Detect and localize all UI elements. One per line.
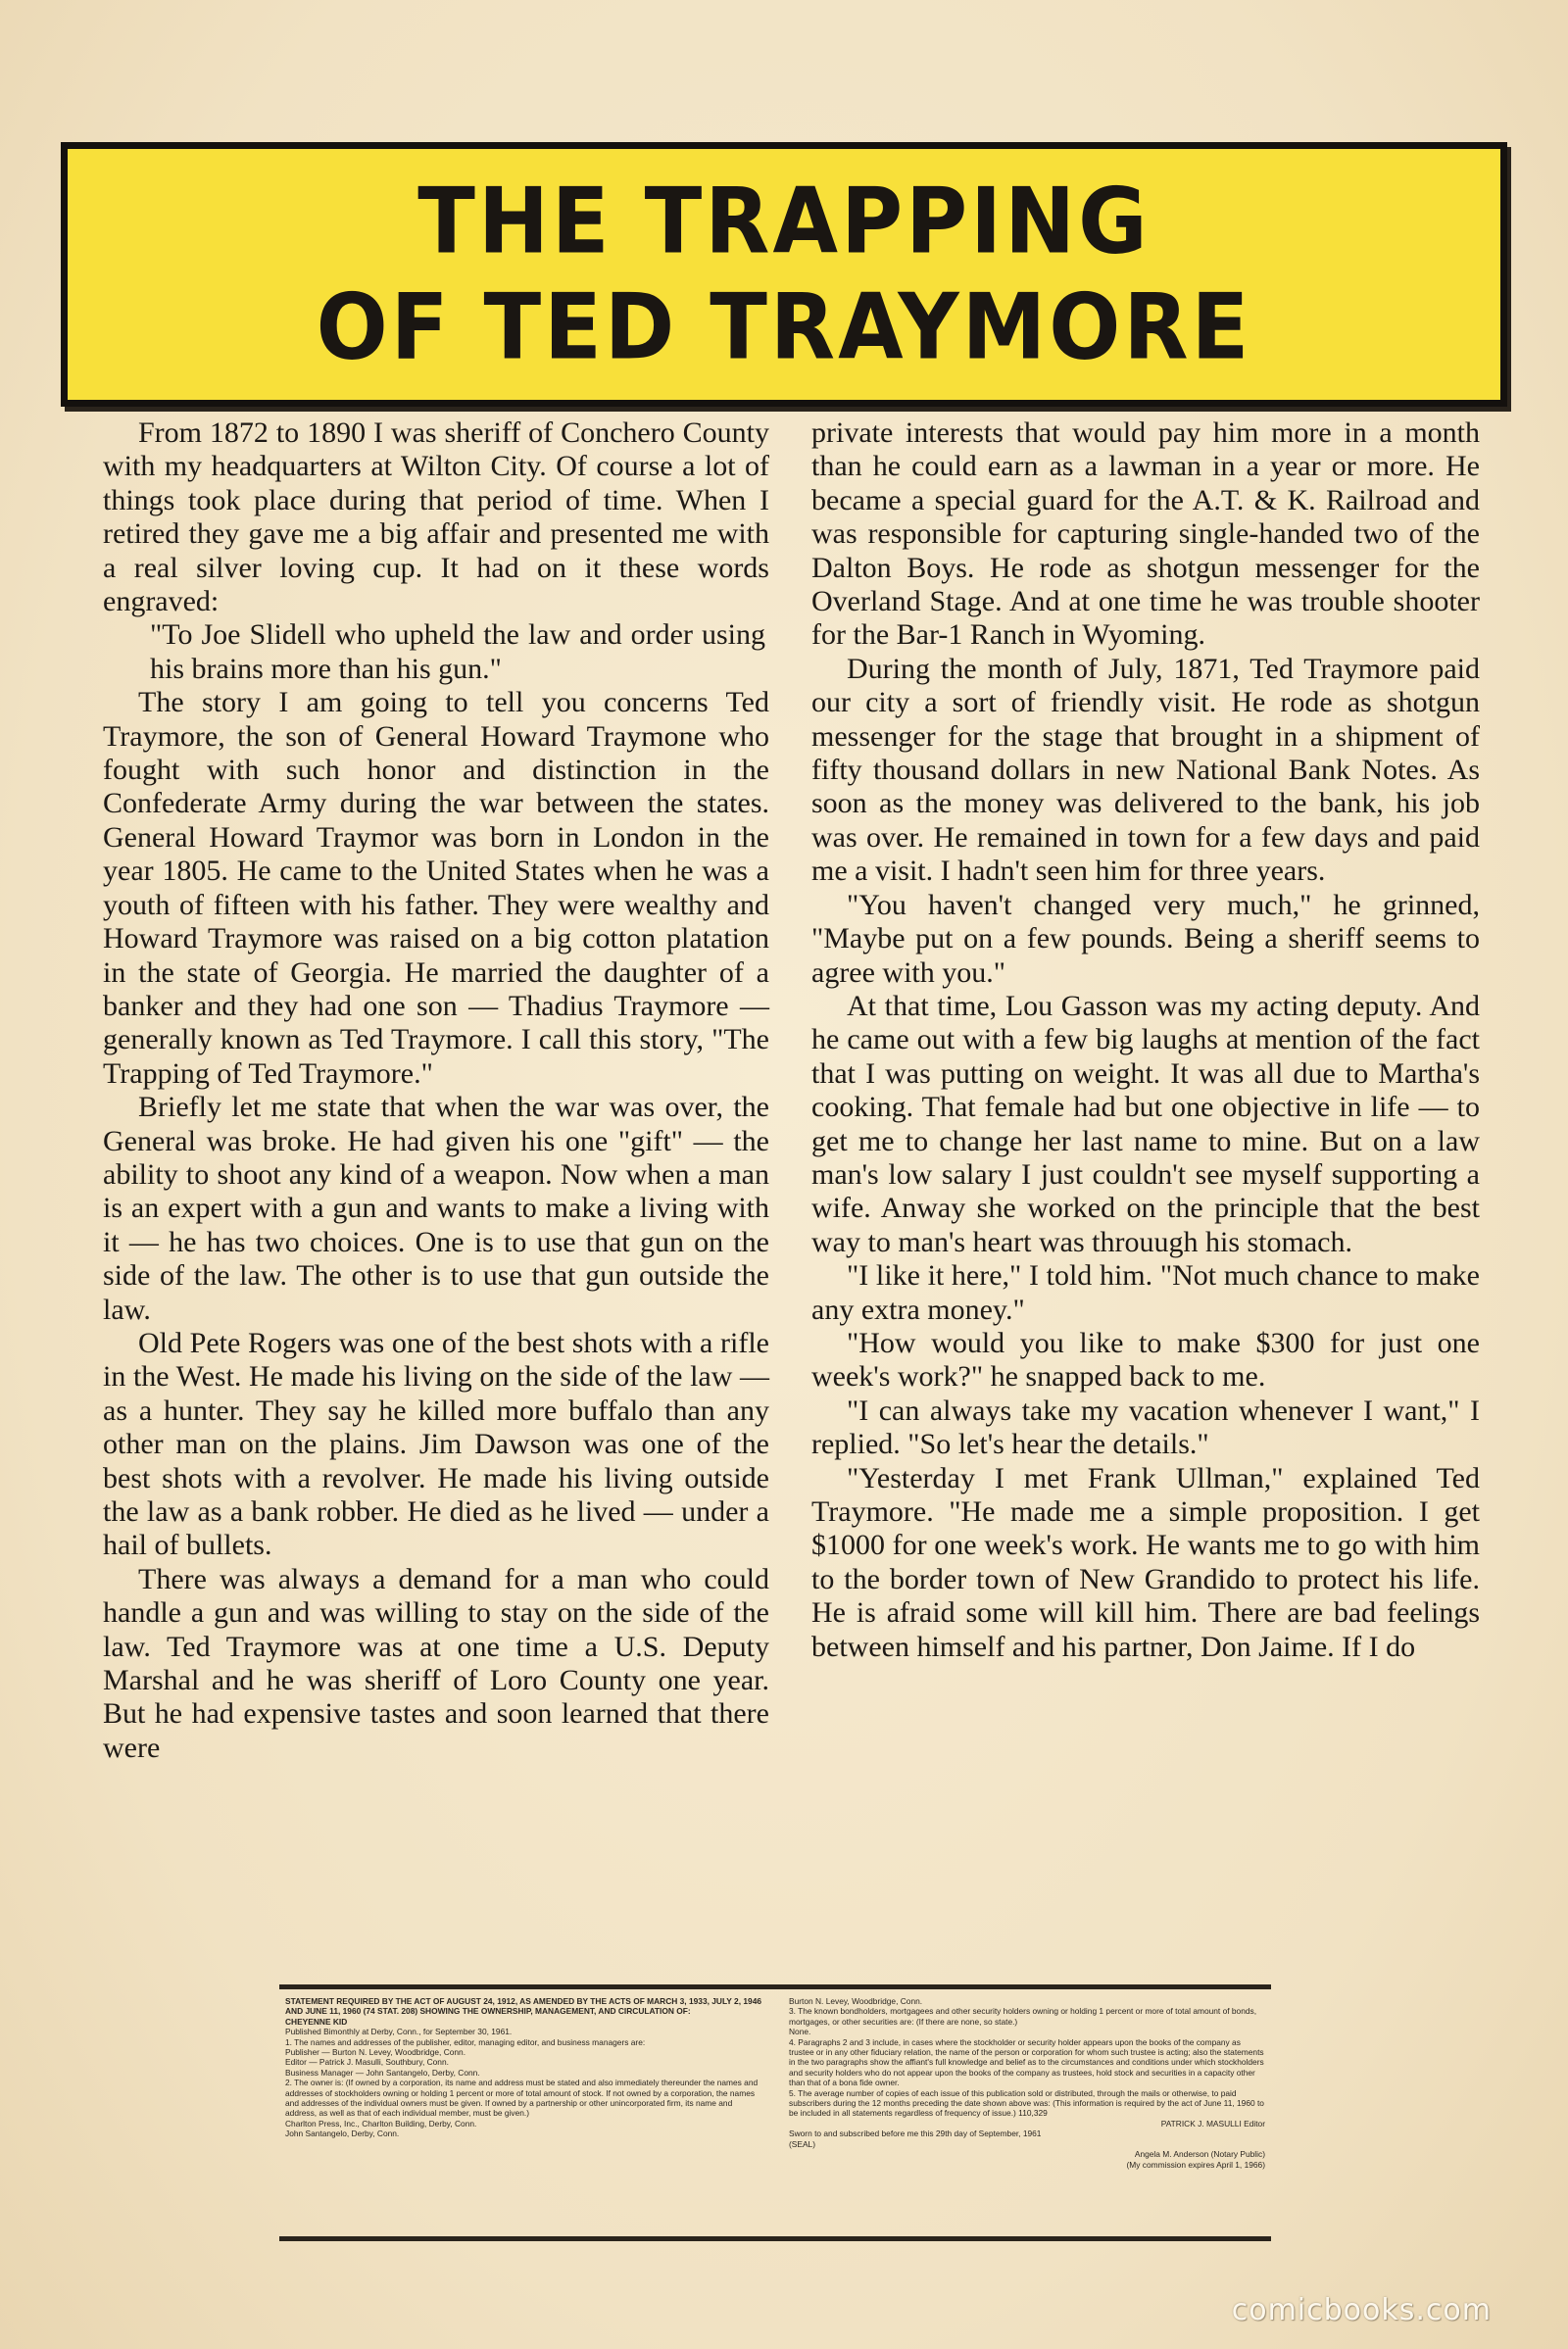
statement-line: John Santangelo, Derby, Conn. xyxy=(285,2129,400,2139)
story-paragraph: Briefly let me state that when the war was over, the General was broke. He had given his one "gift" — the ability to shoot any kind of a weapon. Now when a man is an expert with a gun and wants to make a living with it — he has two choices. One is to use that gun on the side of the law. The other is to use that gun outside the law. xyxy=(103,1091,769,1326)
statement-line: Charlton Press, Inc., Charlton Building, Derby, Conn. xyxy=(285,2118,477,2129)
statement-line: Business Manager — John Santangelo, Derby, Conn. xyxy=(285,2067,480,2078)
story-paragraph: "Yesterday I met Frank Ullman," explained Ted Traymore. "He made me a simple proposition. I get $1000 for one week's work. He wants me to go with him to the border town of New Grandido to protect his life. He is afraid some will kill him. There are bad feelings between himself and his partner, Don Jaime. If I do xyxy=(811,1461,1480,1663)
commission-expiry: (My commission expires April 1, 1966) xyxy=(1126,2159,1265,2170)
story-paragraph: "I like it here," I told him. "Not much chance to make any extra money." xyxy=(811,1259,1480,1326)
statement-line: Burton N. Levey, Woodbridge, Conn. xyxy=(789,1996,923,2006)
statement-line: Editor — Patrick J. Masulli, Southbury, Conn. xyxy=(285,2057,449,2068)
publication-name: CHEYENNE KID xyxy=(285,2016,348,2027)
sworn-line: Sworn to and subscribed before me this 29th day of September, 1961 xyxy=(789,2129,1042,2139)
statement-line: 3. The known bondholders, mortgagees and other security holders owning or holding 1 percent or more of total amount of bonds, mortgages, or other securities are: (If there are none, so state.) xyxy=(789,2006,1257,2027)
statement-line: None. xyxy=(789,2027,811,2037)
story-paragraph: private interests that would pay him more in a month than he could earn as a lawman in a year or more. He became a special guard for the A.T. & K. Railroad and was responsible for capturing single-handed two of the Dalton Boys. He rode as shotgun messenger for the Overland Stage. And at one time he was trouble shooter for the Bar-1 Ranch in Wyoming. xyxy=(811,416,1480,652)
story-paragraph: The story I am going to tell you concerns Ted Traymore, the son of General Howard Traymone who fought with such honor and distinction in the Confederate Army during the war between the states. General Howard Traymor was born in London in the year 1805. He came to the United States when he was a youth of fifteen with his father. They were wealthy and Howard Traymore was raised on a big cotton platation in the state of Georgia. He married the daughter of a banker and they had one son — Thadius Traymore — generally known as Ted Traymore. I call this story, "The Trapping of Ted Traymore." xyxy=(103,686,769,1090)
title-line-2: OF TED TRAYMORE xyxy=(316,274,1252,380)
statement-line: 5. The average number of copies of each issue of this publication sold or distributed, through the mails or otherwise, to paid subscribers during the 12 months preceding the date shown above was: (This information is required by the act of June 11, 1960 to be included in all statements regardless of frequency of issue.) 110,329 xyxy=(789,2087,1264,2119)
story-paragraph: "How would you like to make $300 for just one week's work?" he snapped back to me. xyxy=(811,1326,1480,1394)
statement-line: 2. The owner is: (If owned by a corporation, its name and address must be stated and also immediately thereunder the names and addresses of stockholders owning or holding 1 percent or more of total amount of stock. If not owned by a corporation, the names and addresses of the individual owners must be given. If owned by a partnership or other unincorporated firm, its name and address, as well as that of each individual member, must be given.) xyxy=(285,2078,759,2119)
story-paragraph: From 1872 to 1890 I was sheriff of Conchero County with my headquarters at Wilton City. Of course a lot of things took place during that period of time. When I retired they gave me a big affair and presented me with a real silver loving cup. It had on it these words engraved: xyxy=(103,416,769,618)
statement-line: Published Bimonthly at Derby, Conn., for September 30, 1961. xyxy=(285,2027,513,2037)
story-column-left xyxy=(103,416,769,1765)
story-paragraph: During the month of July, 1871, Ted Traymore paid our city a sort of friendly visit. He rode as shotgun messenger for the stage that brought in a shipment of fifty thousand dollars in new National Bank Notes. As soon as the money was delivered to the bank, his job was over. He remained in town for a few days and paid me a visit. I hadn't seen him for three years. xyxy=(811,652,1480,888)
story-column-right xyxy=(811,416,1480,1664)
ownership-statement xyxy=(279,1984,1271,2241)
editor-signature: PATRICK J. MASULLI Editor xyxy=(1160,2118,1265,2129)
statement-right-column xyxy=(789,1996,1265,2236)
statement-heading: STATEMENT REQUIRED BY THE ACT OF AUGUST 24, 1912, AS AMENDED BY THE ACTS OF MARCH 3, 1933, JULY 2, 1946 AND JUNE 11, 1960 (74 STAT. 208) SHOWING THE OWNERSHIP, MANAGEMENT, AND CIRCULATION OF: xyxy=(285,1996,761,2017)
title-banner xyxy=(61,142,1507,407)
statement-line: Publisher — Burton N. Levey, Woodbridge, Conn. xyxy=(285,2047,466,2058)
seal-label: (SEAL) xyxy=(789,2138,815,2149)
story-paragraph: At that time, Lou Gasson was my acting deputy. And he came out with a few big laughs at mention of the fact that I was putting on weight. It was all due to Martha's cooking. That female had but one objective in life — to get me to change her last name to mine. But on a law man's low salary I just couldn't see myself supporting a wife. Anway she worked on the principle that the best way to man's heart was throuugh his stomach. xyxy=(811,989,1480,1258)
title-line-1: THE TRAPPING xyxy=(417,169,1151,274)
story-paragraph: Old Pete Rogers was one of the best shots with a rifle in the West. He made his living on the side of the law — as a hunter. They say he killed more buffalo than any other man on the plains. Jim Dawson was one of the best shots with a revolver. He made his living outside the law as a bank robber. He died as he lived — under a hail of bullets. xyxy=(103,1326,769,1562)
site-watermark: comicbooks.com xyxy=(1231,2293,1492,2327)
statement-line: 1. The names and addresses of the publisher, editor, managing editor, and business managers are: xyxy=(285,2036,646,2047)
statement-left-column xyxy=(285,1996,761,2236)
story-paragraph: "You haven't changed very much," he grinned, "Maybe put on a few pounds. Being a sheriff seems to agree with you." xyxy=(811,888,1480,989)
engraving-quote: "To Joe Slidell who upheld the law and order using his brains more than his gun." xyxy=(150,618,765,685)
story-paragraph: "I can always take my vacation whenever I want," I replied. "So let's hear the details." xyxy=(811,1394,1480,1461)
notary-name: Angela M. Anderson (Notary Public) xyxy=(1134,2149,1265,2160)
story-paragraph: There was always a demand for a man who could handle a gun and was willing to stay on the side of the law. Ted Traymore was at one time a U.S. Deputy Marshal and he was sheriff of Loro County one year. But he had expensive tastes and soon learned that there were xyxy=(103,1562,769,1764)
statement-line: 4. Paragraphs 2 and 3 include, in cases where the stockholder or security holder appears upon the books of the company as trustee or in any other fiduciary relation, the name of the person or corporation for whom such trustee is acting; also the statements in the two paragraphs show the affiant's full knowledge and belief as to the circumstances and conditions under which stockholders and security holders who do not appear upon the books of the company as trustees, hold stock and securities in a capacity other than that of a bona fide owner. xyxy=(789,2036,1264,2088)
